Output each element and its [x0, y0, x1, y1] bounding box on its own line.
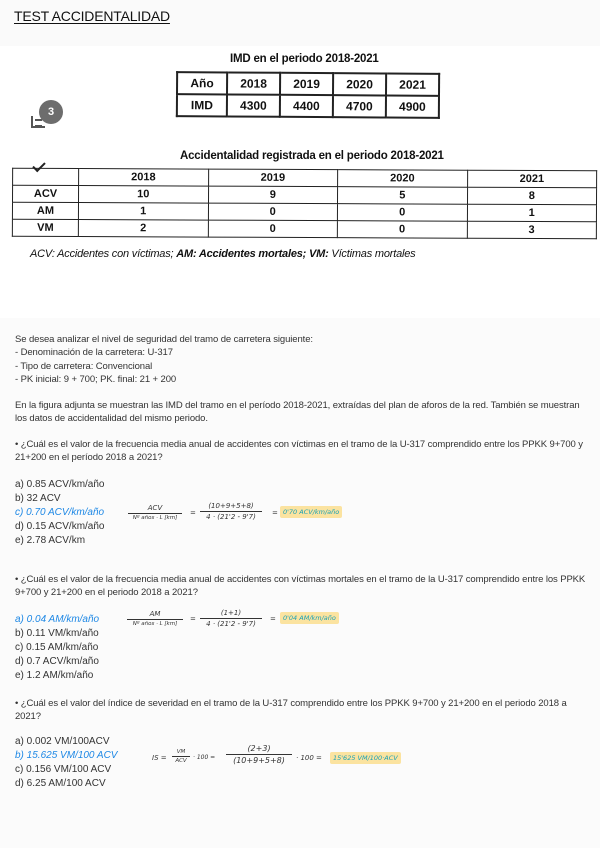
imd-value: 4400 [280, 95, 333, 117]
legend-am-abbr: AM: [176, 248, 197, 260]
cell: 1 [467, 204, 597, 222]
option-c[interactable]: c) 0.156 VM/100 ACV [15, 764, 112, 775]
cell: 0 [208, 220, 338, 238]
cell: 0 [337, 221, 467, 239]
intro-text [15, 333, 590, 425]
option-b[interactable]: b) 32 ACV [15, 493, 61, 504]
imd-year: 2019 [280, 73, 333, 95]
note-frac1-num: VM [172, 749, 190, 757]
imd-year: 2021 [386, 74, 439, 96]
cell: 3 [467, 221, 597, 239]
option-a[interactable]: a) 0.002 VM/100ACV [15, 736, 110, 747]
note-frac2-num: (1+1) [200, 609, 262, 619]
imd-year: 2018 [227, 72, 280, 94]
option-b-correct[interactable]: b) 15.625 VM/100 ACV [15, 750, 118, 761]
option-d[interactable]: d) 0.15 ACV/km/año [15, 521, 105, 532]
note-frac2-num: (2+3) [226, 744, 292, 755]
figure-image [0, 46, 600, 318]
cell: 1 [78, 203, 208, 221]
option-c-correct[interactable]: c) 0.70 ACV/km/año [15, 507, 105, 518]
question-3-text: • ¿Cuál es el valor del índice de severidad en el tramo de la U-317 comprendido entre los PPKK 9+700 y 21+200 en el periodo 2018 a 2021? [15, 698, 567, 723]
cell: 5 [337, 187, 467, 205]
question-1-options [15, 478, 105, 548]
note-frac2-den: (10+9+5+8) [233, 756, 285, 765]
note-frac2-num: (10+9+5+8) [200, 502, 262, 512]
imd-year: 2020 [333, 73, 386, 95]
cell: 0 [208, 203, 338, 221]
row-label: ACV [13, 185, 79, 202]
cell: 2 [78, 220, 208, 238]
imd-value: 4700 [333, 95, 386, 117]
accident-corner-cell [13, 168, 79, 185]
imd-header-label: Año [177, 72, 227, 94]
note-frac2-den: 4 · (21'2 - 9'7) [206, 620, 256, 628]
imd-table [176, 71, 440, 119]
note-multiply: · 100 = [193, 754, 216, 761]
imd-row-label: IMD [177, 94, 227, 116]
intro-line: - Denominación de la carretera: U-317 [15, 347, 173, 359]
legend-acv-abbr: ACV: [30, 248, 55, 260]
cell: 8 [467, 187, 597, 205]
option-d[interactable]: d) 6.25 AM/100 ACV [15, 778, 106, 789]
note-result-highlight: 0'04 AM/km/año [280, 612, 339, 624]
accident-year: 2018 [79, 169, 209, 187]
legend-vm-text: Víctimas mortales [328, 248, 416, 260]
cell: 0 [337, 204, 467, 222]
question-2-text: • ¿Cuál es el valor de la frecuencia media anual de accidentes con víctimas mortales en el tramo de la U-317 comprendido entre los PPKK 9+700 y 21+200 en el periodo 2018 a 2021? [15, 574, 586, 599]
note-result-highlight: 15'625 VM/100·ACV [330, 752, 401, 764]
note-frac1-den: Nº años · L [km] [132, 515, 178, 521]
option-e[interactable]: e) 1.2 AM/km/año [15, 670, 94, 681]
question-3-options [15, 735, 117, 791]
cell: 10 [79, 186, 209, 204]
imd-value: 4300 [227, 94, 280, 116]
legend-am-text: Accidentes mortales; [196, 248, 309, 260]
accident-year: 2020 [338, 170, 468, 188]
note-equals: = [190, 509, 196, 517]
page-title: TEST ACCIDENTALIDAD [14, 8, 170, 24]
imd-table-caption: IMD en el periodo 2018-2021 [230, 53, 379, 65]
intro-line: - Tipo de carretera: Convencional [15, 360, 153, 372]
table-legend [30, 248, 415, 260]
note-frac1-den: Nº años · L [km] [132, 621, 178, 627]
option-d[interactable]: d) 0.7 ACV/km/año [15, 656, 99, 667]
accident-table [12, 168, 597, 240]
header-bar [0, 0, 600, 46]
question-2-options [15, 613, 99, 683]
note-multiply: · 100 = [296, 754, 322, 762]
intro-paragraph: En la figura adjunta se muestran las IMD del tramo en el período 2018-2021, extraídas del plan de aforos de la red. También se muestran los datos de accidentalidad del mismo periodo. [15, 399, 580, 425]
note-frac1-num: ACV [128, 504, 182, 514]
option-b[interactable]: b) 0.11 VM/km/año [15, 628, 99, 639]
row-label: AM [12, 202, 78, 219]
note-frac1-num: AM [127, 610, 183, 620]
question-1-text: • ¿Cuál es el valor de la frecuencia media anual de accidentes con víctimas en el tramo de la U-317 comprendido entre los PPKK 9+700 y 21+200 en el período 2018 a 2021? [15, 439, 583, 464]
option-e[interactable]: e) 2.78 ACV/km [15, 535, 86, 546]
note-equals: = [272, 509, 278, 517]
legend-acv-text: Accidentes con víctimas; [54, 248, 177, 260]
legend-vm-abbr: VM: [309, 248, 329, 260]
intro-line: Se desea analizar el nivel de seguridad del tramo de carretera siguiente: [15, 334, 313, 345]
table-row [12, 219, 596, 239]
note-frac1-den: ACV [175, 758, 187, 764]
note-equals: = [270, 615, 276, 623]
note-result-highlight: 0'70 ACV/km/año [280, 506, 342, 518]
imd-value: 4900 [386, 96, 439, 118]
note-equals: = [190, 615, 196, 623]
page-badge: 3 [39, 100, 63, 124]
note-prefix: IS = [152, 754, 167, 762]
option-c[interactable]: c) 0.15 AM/km/año [15, 642, 99, 653]
option-a[interactable]: a) 0.85 ACV/km/año [15, 479, 105, 490]
note-frac2-den: 4 · (21'2 - 9'7) [206, 513, 256, 521]
accident-year: 2021 [467, 170, 597, 188]
intro-line: - PK inicial: 9 + 700; PK. final: 21 + 200 [15, 374, 177, 386]
option-a-correct[interactable]: a) 0.04 AM/km/año [15, 614, 100, 625]
accident-table-caption: Accidentalidad registrada en el periodo 2018-2021 [180, 150, 444, 162]
row-label: VM [12, 219, 78, 236]
accident-year: 2019 [208, 169, 338, 187]
cell: 9 [208, 186, 338, 204]
